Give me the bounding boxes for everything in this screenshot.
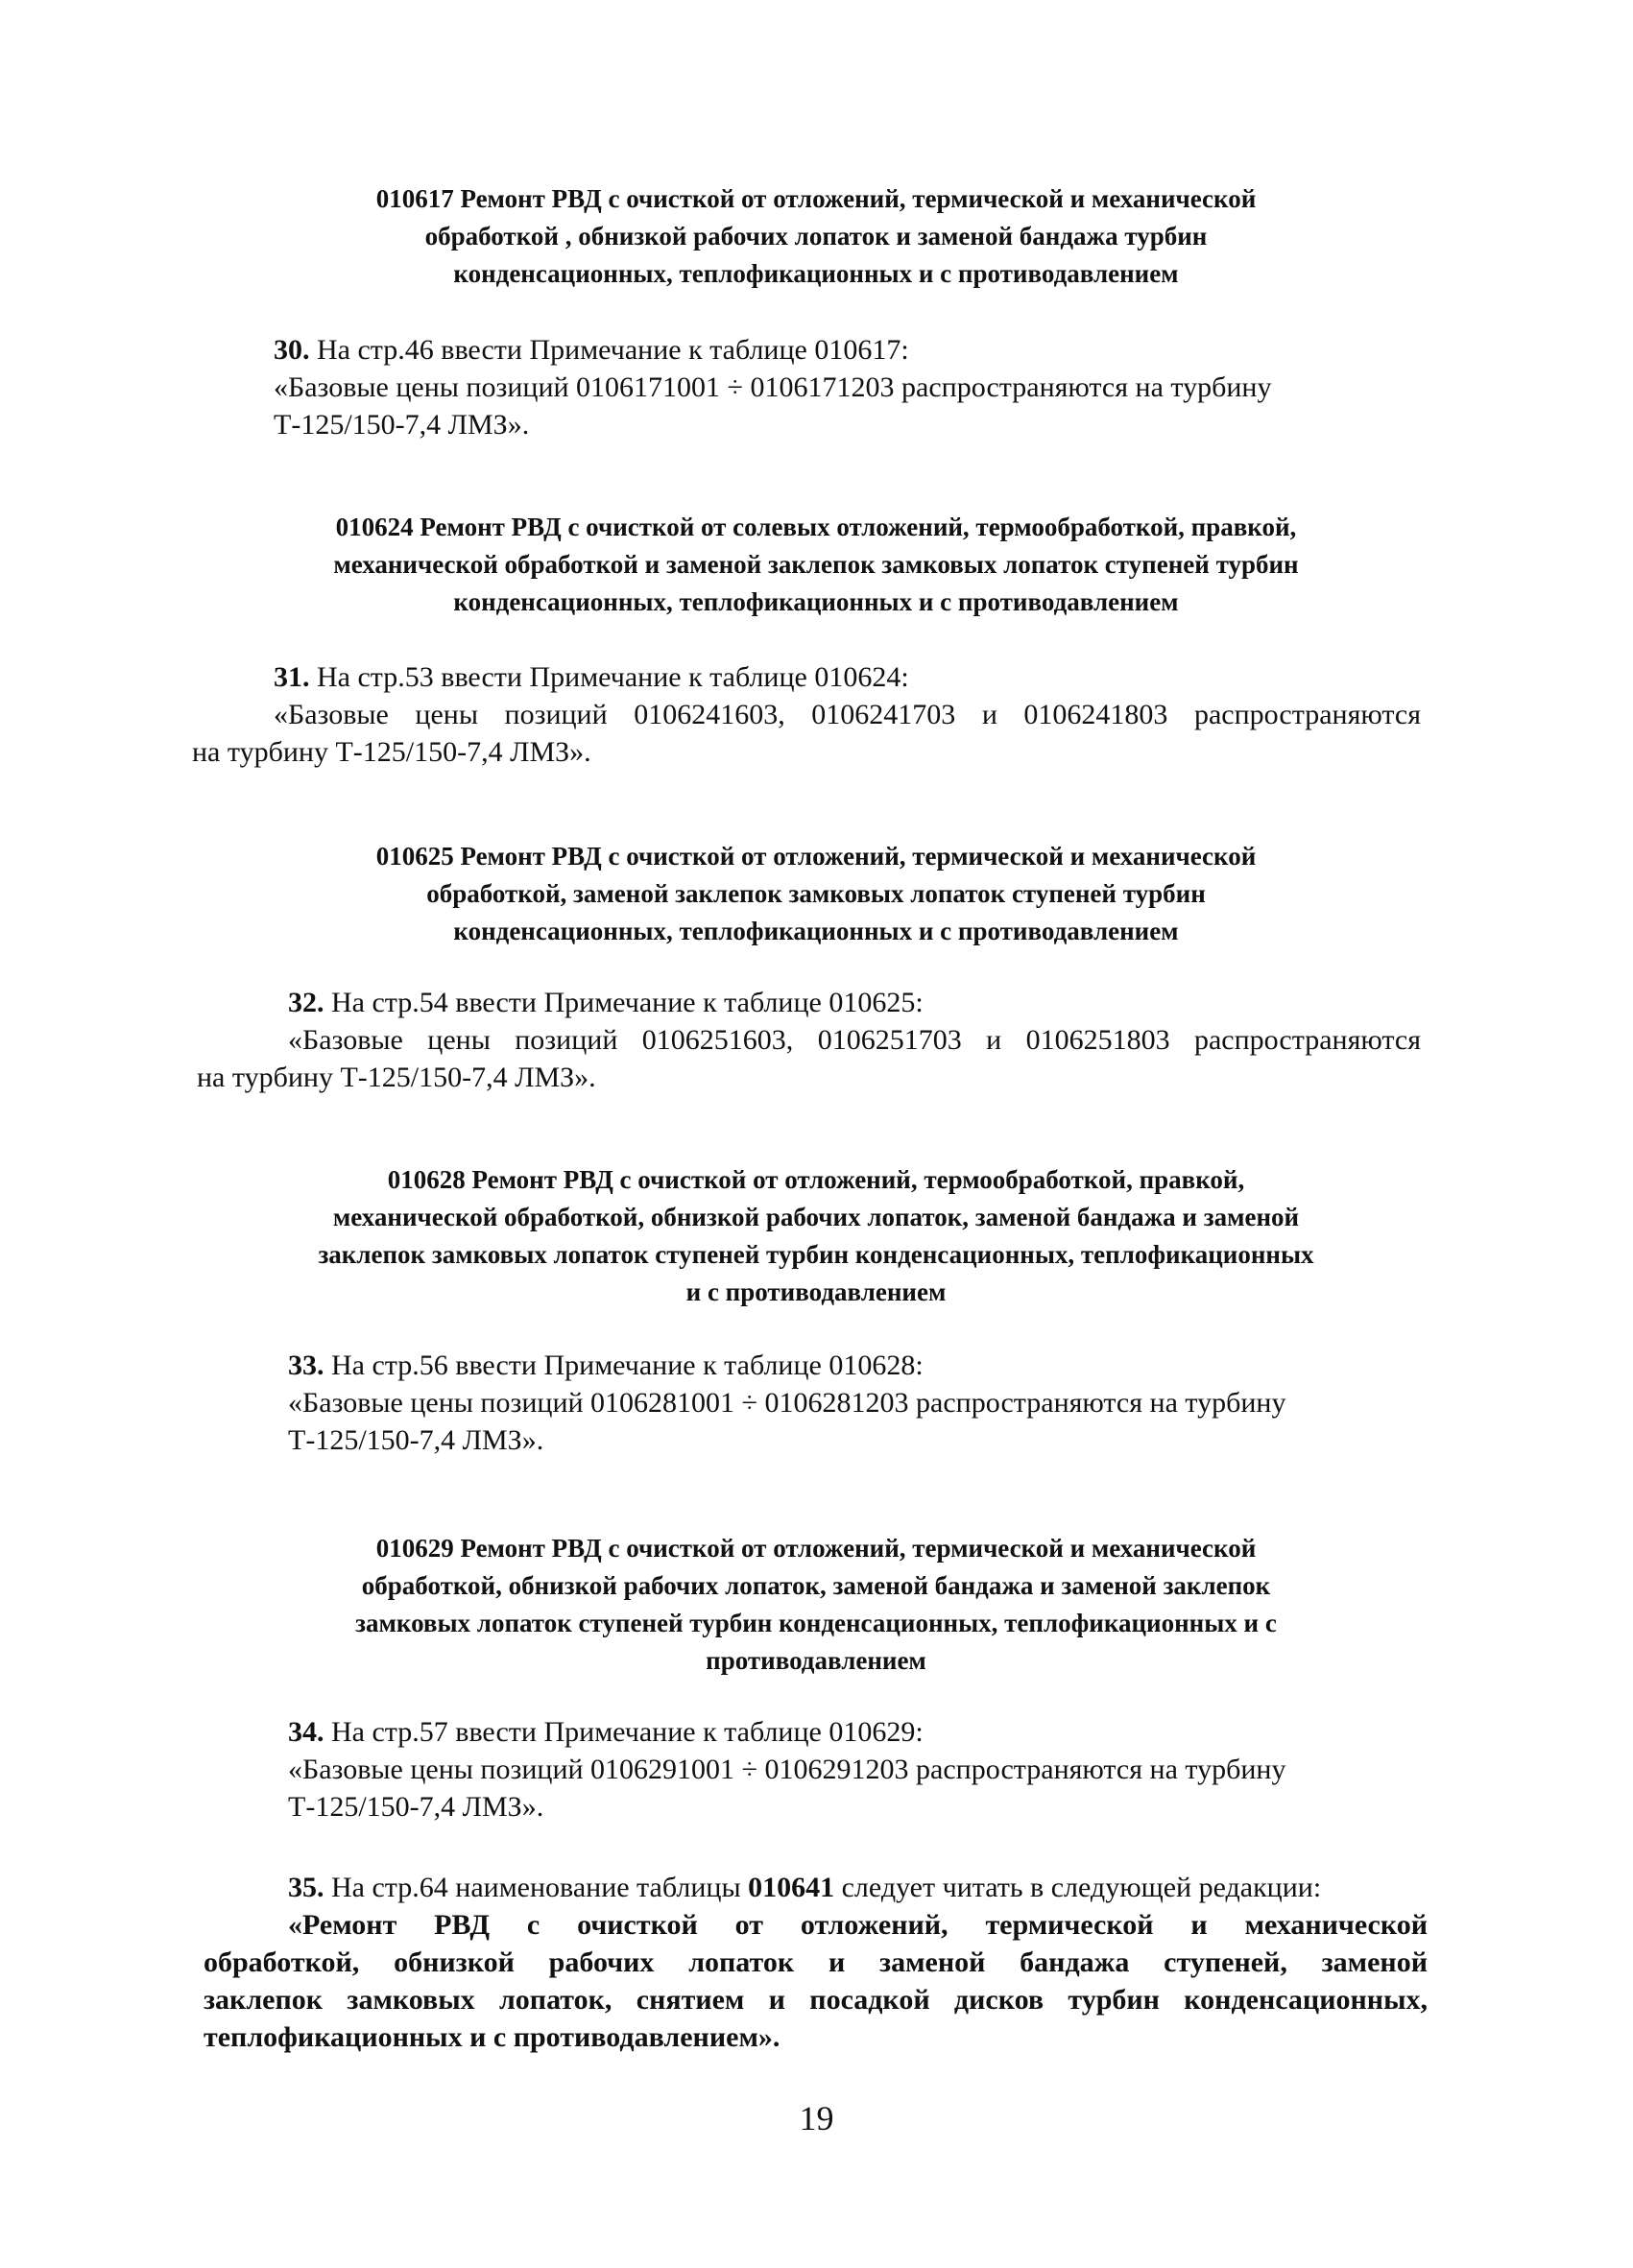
item-number: 32. xyxy=(288,987,324,1018)
note-line: «Базовые цены позиций 0106291001 ÷ 0106291203 распространяются на турбину xyxy=(288,1754,1286,1785)
heading-line: замковых лопаток ступеней турбин конденсационных, теплофикационных и с xyxy=(355,1609,1277,1637)
note-line: «Базовые цены позиций 0106171001 ÷ 0106171203 распространяются на турбину xyxy=(274,371,1272,403)
table-title-line: заклепок замковых лопаток, снятием и посадкой дисков турбин конденсационных, xyxy=(204,1984,1428,2016)
section-heading-010629 xyxy=(144,1530,1488,1680)
note-line: на турбину Т-125/150-7,4 ЛМЗ». xyxy=(197,1062,596,1093)
heading-line: и с противодавлением xyxy=(685,1277,947,1306)
note-item-32 xyxy=(197,984,1421,1096)
item-number: 31. xyxy=(274,661,310,693)
heading-line: 010629 Ремонт РВД с очисткой от отложений, термической и механической xyxy=(375,1534,1257,1563)
note-line: «Базовые цены позиций 0106251603, 0106251703 и 0106251803 распространяются xyxy=(288,1024,1421,1056)
heading-line: 010628 Ремонт РВД с очисткой от отложений, термообработкой, правкой, xyxy=(387,1165,1245,1194)
table-reference: 010641 xyxy=(748,1872,835,1903)
note-intro xyxy=(192,658,1421,696)
item-intro-text: На стр.53 ввести Примечание к таблице 010624: xyxy=(309,661,909,693)
heading-line: обработкой, обнизкой рабочих лопаток, заменой бандажа и заменой заклепок xyxy=(361,1571,1271,1600)
item-intro-text: следует читать в следующей редакции: xyxy=(834,1872,1322,1903)
note-intro xyxy=(197,984,1421,1021)
section-heading-010625 xyxy=(144,838,1488,950)
note-intro xyxy=(204,1869,1428,1906)
heading-line: обработкой, заменой заклепок замковых лопаток ступеней турбин xyxy=(426,879,1206,908)
table-title-line: обработкой, обнизкой рабочих лопаток и заменой бандажа ступеней, заменой xyxy=(204,1946,1428,1978)
item-intro-text: На стр.56 ввести Примечание к таблице 010628: xyxy=(324,1349,924,1381)
note-item-30 xyxy=(274,331,1271,443)
section-heading-010617 xyxy=(144,180,1488,293)
item-intro-text: На стр.46 ввести Примечание к таблице 010617: xyxy=(309,334,909,366)
heading-line: 010625 Ремонт РВД с очисткой от отложений, термической и механической xyxy=(375,842,1257,871)
note-line: «Базовые цены позиций 0106241603, 0106241703 и 0106241803 распространяются xyxy=(274,699,1421,730)
item-number: 30. xyxy=(274,334,310,366)
heading-line: механической обработкой и заменой заклепок замковых лопаток ступеней турбин xyxy=(333,550,1299,579)
heading-line: обработкой , обнизкой рабочих лопаток и заменой бандажа турбин xyxy=(424,222,1208,251)
item-intro-text: На стр.54 ввести Примечание к таблице 010625: xyxy=(324,987,924,1018)
heading-line: 010624 Ремонт РВД с очисткой от солевых отложений, термообработкой, правкой, xyxy=(335,513,1297,541)
note-item-33 xyxy=(288,1347,1285,1459)
item-number: 35. xyxy=(288,1872,324,1903)
item-intro-text: На стр.64 наименование таблицы xyxy=(324,1872,749,1903)
item-number: 34. xyxy=(288,1716,324,1748)
note-line: Т-125/150-7,4 ЛМЗ». xyxy=(288,1424,544,1456)
note-item-31 xyxy=(192,658,1421,771)
heading-line: противодавлением xyxy=(706,1646,926,1675)
item-intro-text: На стр.57 ввести Примечание к таблице 010629: xyxy=(324,1716,924,1748)
table-title-line: «Ремонт РВД с очисткой от отложений, термической и механической xyxy=(288,1909,1428,1941)
note-item-34 xyxy=(288,1713,1285,1826)
note-line: на турбину Т-125/150-7,4 ЛМЗ». xyxy=(192,736,591,768)
heading-line: заклепок замковых лопаток ступеней турбин конденсационных, теплофикационных xyxy=(318,1240,1314,1269)
note-line: «Базовые цены позиций 0106281001 ÷ 0106281203 распространяются на турбину xyxy=(288,1387,1286,1419)
note-intro xyxy=(274,331,1271,369)
page-number: 19 xyxy=(799,2099,834,2137)
heading-line: конденсационных, теплофикационных и с противодавлением xyxy=(453,259,1179,288)
note-intro xyxy=(288,1347,1285,1384)
item-number: 33. xyxy=(288,1349,324,1381)
heading-line: конденсационных, теплофикационных и с противодавлением xyxy=(453,917,1179,945)
section-heading-010624 xyxy=(144,509,1488,621)
table-title-line: теплофикационных и с противодавлением». xyxy=(204,2021,780,2053)
note-line: Т-125/150-7,4 ЛМЗ». xyxy=(288,1791,544,1823)
note-intro xyxy=(288,1713,1285,1751)
note-line: Т-125/150-7,4 ЛМЗ». xyxy=(274,409,530,441)
heading-line: 010617 Ремонт РВД с очисткой от отложений, термической и механической xyxy=(375,184,1257,213)
note-item-35 xyxy=(204,1869,1428,2056)
heading-line: конденсационных, теплофикационных и с противодавлением xyxy=(453,587,1179,616)
heading-line: механической обработкой, обнизкой рабочих лопаток, заменой бандажа и заменой xyxy=(332,1203,1300,1231)
section-heading-010628 xyxy=(144,1161,1488,1311)
